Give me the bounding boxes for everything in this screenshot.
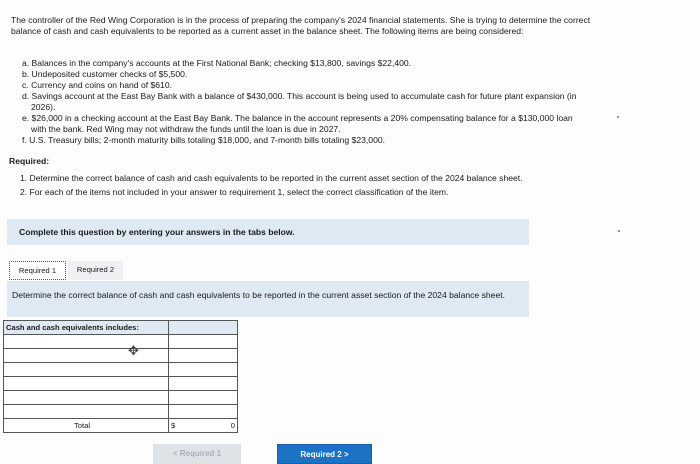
next-button[interactable]: Required 2 > xyxy=(277,444,372,464)
amount-input-cell[interactable] xyxy=(169,363,238,377)
item-select-cell[interactable] xyxy=(4,405,169,419)
list-item: a. Balances in the company's accounts at the First National Bank; checking $13,800, savings $22,400. xyxy=(22,58,412,68)
total-value-cell xyxy=(169,419,238,433)
decorative-dot xyxy=(618,230,620,232)
table-row xyxy=(4,349,238,363)
item-select-cell[interactable] xyxy=(4,391,169,405)
table-row xyxy=(4,405,238,419)
question-prompt: Determine the correct balance of cash and cash equivalents to be reported in the current asset section of the 2024 balance sheet. xyxy=(7,281,529,317)
table-row xyxy=(4,377,238,391)
problem-intro: The controller of the Red Wing Corporation is in the process of preparing the company's 2024 financial statements. She is trying to determine the correct balance of cash and cash equivalents to be reported as a current asset in the balance sheet. The following items are being considered: xyxy=(11,15,591,36)
required-heading: Required: xyxy=(9,156,50,166)
total-value: 0 xyxy=(230,420,235,430)
total-row xyxy=(4,419,238,433)
list-item: b. Undeposited customer checks of $5,500. xyxy=(22,69,188,79)
amount-input-cell[interactable] xyxy=(169,349,238,363)
tab-required-1[interactable]: Required 1 xyxy=(9,261,66,280)
decorative-dot xyxy=(617,116,619,118)
table-row xyxy=(4,391,238,405)
answer-table xyxy=(3,320,238,433)
list-item: f. U.S. Treasury bills; 2-month maturity bills totaling $18,000, and 7-month bills totaling $23,000. xyxy=(22,135,386,145)
move-cursor-icon: ✥ xyxy=(128,343,139,358)
table-row xyxy=(4,363,238,377)
prev-button[interactable]: < Required 1 xyxy=(153,444,241,464)
amount-input-cell[interactable] xyxy=(169,335,238,349)
list-item: d. Savings account at the East Bay Bank with a balance of $430,000. This account is being used to accumulate cash for future plant expansion (in 2026). xyxy=(22,91,577,112)
item-select-cell[interactable] xyxy=(4,349,169,363)
table-header: Cash and cash equivalents includes: xyxy=(4,321,169,335)
item-select-cell[interactable] xyxy=(4,377,169,391)
instruction-banner: Complete this question by entering your answers in the tabs below. xyxy=(7,219,529,245)
tab-required-2[interactable]: Required 2 xyxy=(68,261,123,280)
item-select-cell[interactable] xyxy=(4,363,169,377)
list-item: 1. Determine the correct balance of cash and cash equivalents to be reported in the current asset section of the 2024 balance sheet. xyxy=(20,173,523,183)
total-label: Total xyxy=(4,419,169,433)
amount-input-cell[interactable] xyxy=(169,377,238,391)
amount-input-cell[interactable] xyxy=(169,391,238,405)
table-header-blank xyxy=(169,321,238,335)
list-item: 2. For each of the items not included in your answer to requirement 1, select the correct classification of the item. xyxy=(20,187,449,197)
amount-input-cell[interactable] xyxy=(169,405,238,419)
list-item: e. $26,000 in a checking account at the East Bay Bank. The balance in the account represents a 20% compensating balance for a $130,000 loan with the bank. Red Wing may not withdraw the funds until the loan is due in 2027. xyxy=(22,113,573,134)
list-item: c. Currency and coins on hand of $610. xyxy=(22,80,173,90)
table-row xyxy=(4,335,238,349)
required-list xyxy=(20,173,565,201)
item-select-cell[interactable] xyxy=(4,335,169,349)
items-list xyxy=(22,58,582,146)
currency-symbol: $ xyxy=(171,420,176,430)
